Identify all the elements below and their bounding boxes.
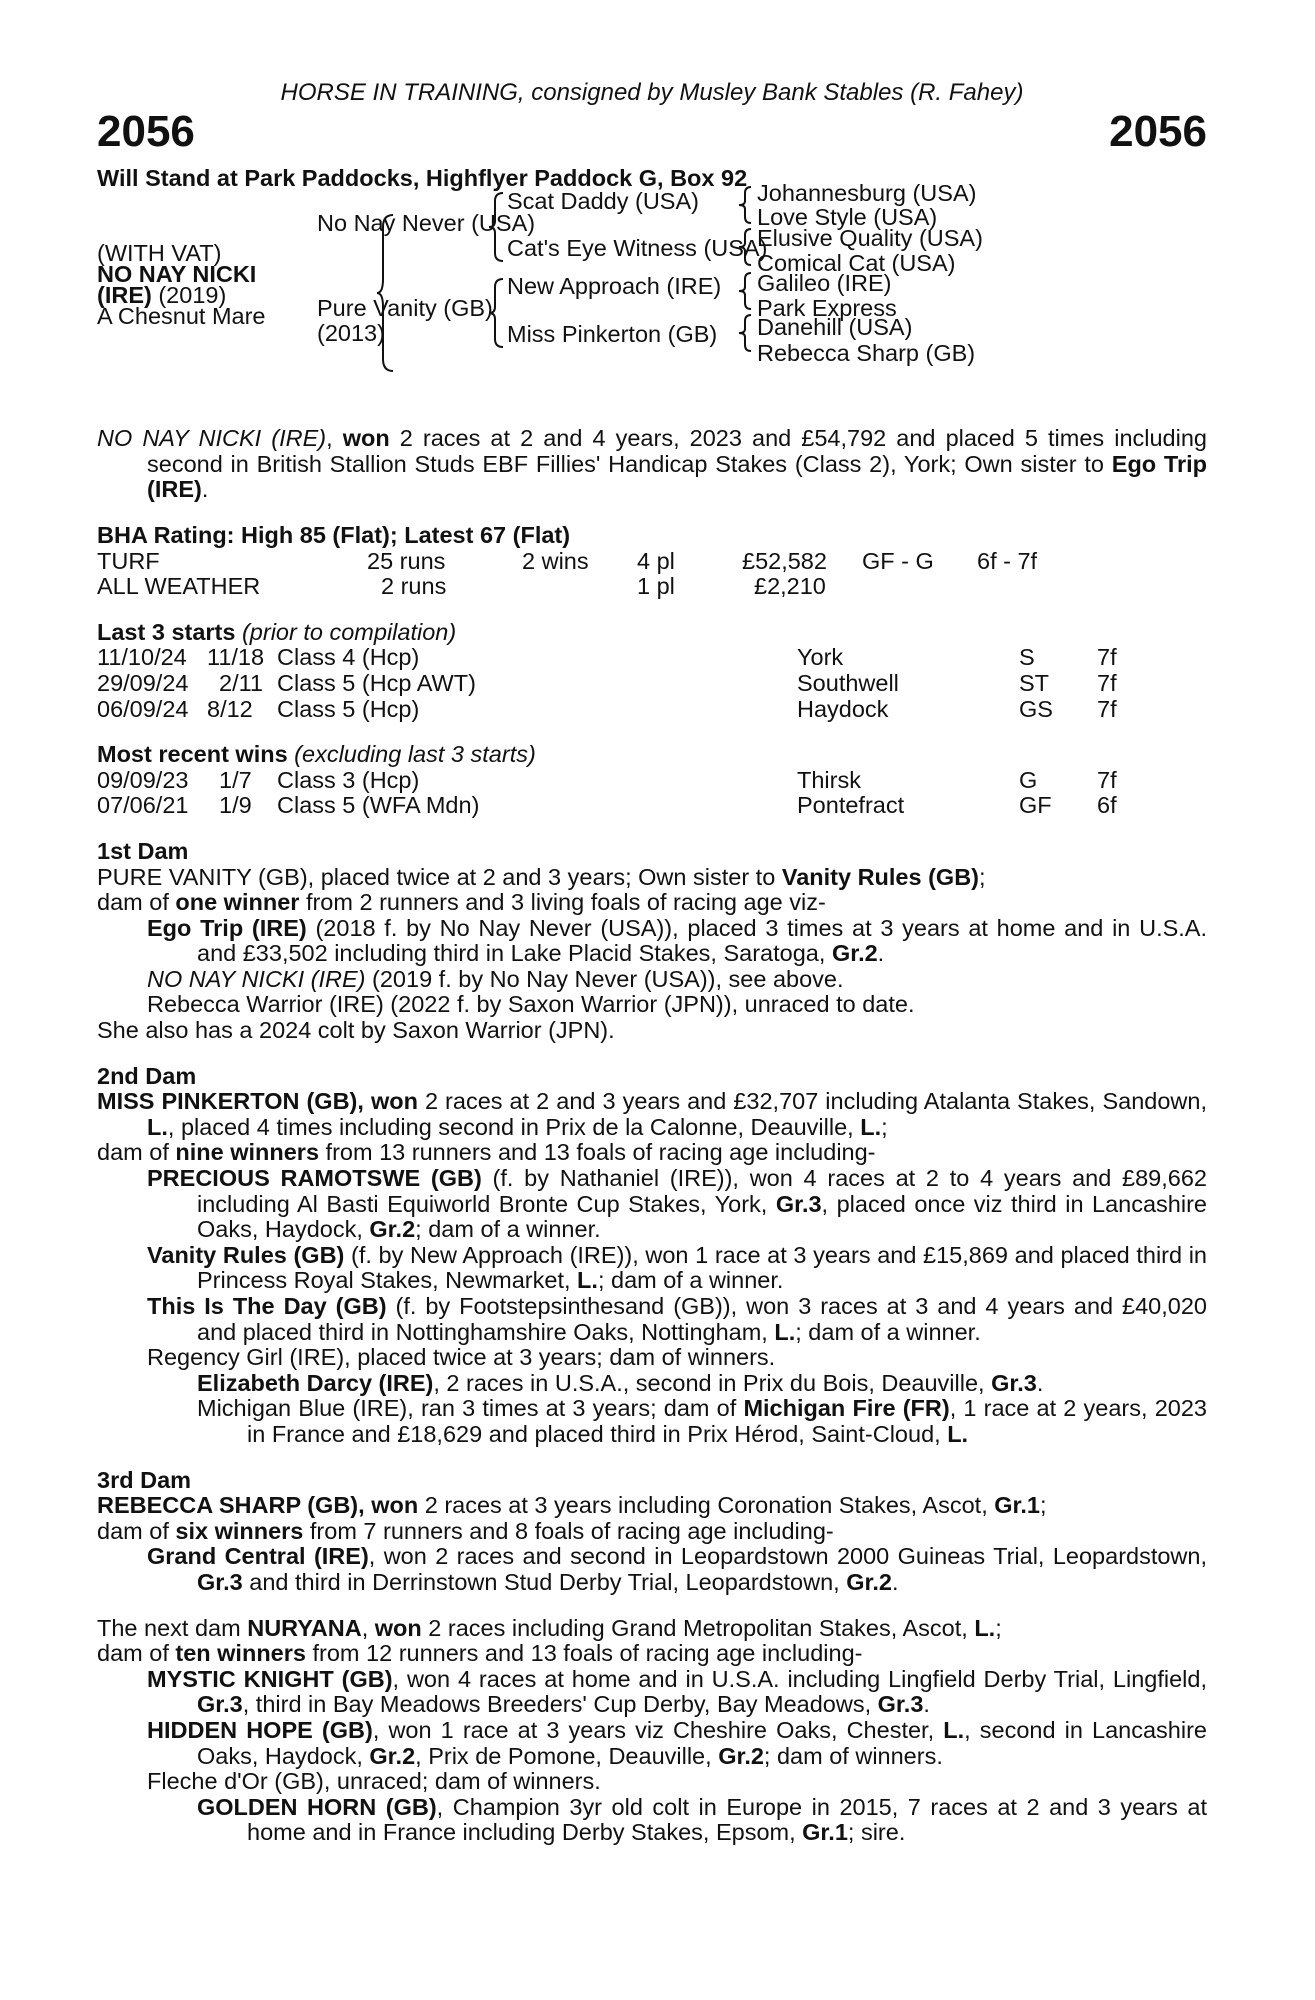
text-span: L. [947,1420,969,1447]
text-span [862,574,977,600]
text-span: from 13 runners and 13 foals of racing age including- [319,1139,876,1166]
text-span: ; [979,863,986,890]
text-span: PURE VANITY (GB), placed twice at 2 and 3 years; Own sister to [97,863,782,890]
dam-name: Pure Vanity (GB) [317,295,493,322]
sdd: Comical Cat (USA) [757,250,956,277]
text-span: L. [577,1267,598,1294]
text-span: GOLDEN HORN (GB) [197,1793,437,1820]
sire-dam: Cat's Eye Witness (USA) [507,235,768,262]
text-span: 7f [1097,766,1117,793]
text-span: Class 5 (Hcp AWT) [277,669,476,696]
second-dam-section [97,1064,1207,1448]
text-span: 09/09/23 [97,766,189,793]
text-span: . [923,1691,930,1718]
text-span: won [371,1492,419,1519]
text-span: Gr.1 [994,1492,1040,1519]
produce-entry [97,1718,1207,1769]
text-span: won [342,425,390,452]
text-span: Class 5 (Hcp) [277,695,420,722]
text-span: , placed 4 times including second in Prix de la Calonne, Deauville, [167,1113,861,1140]
next-dam-section [97,1616,1207,1846]
text-span: Southwell [797,669,899,696]
text-span: 2/11 [219,669,263,696]
text-span: 2 races at 2 and 3 years and £32,707 including Atalanta Stakes, Sandown, [417,1088,1207,1115]
text-span: ten winners [175,1640,306,1667]
text-span: 4 pl [637,547,675,574]
text-span: 2 races including Grand Metropolitan Stakes, Ascot, [421,1614,975,1641]
first-dam-section [97,839,1207,1044]
text-span: ST [1019,669,1050,696]
text-span: nine winners [175,1139,320,1166]
text-span: 8/12 [207,695,253,722]
second-dam-title: 2nd Dam [97,1062,197,1089]
text-span: This Is The Day (GB) [147,1293,387,1319]
text-span: ; [995,1614,1002,1641]
dss: Galileo (IRE) [757,270,892,297]
text-span: NURYANA [247,1614,362,1641]
text-span: ALL WEATHER [97,573,261,600]
text-span: 1/9 [219,792,252,819]
produce-entry: Rebecca Warrior (IRE) (2022 f. by Saxon Warrior (JPN)), unraced to date. [147,991,915,1018]
text-span: Most recent wins [97,741,288,768]
text-span: Michigan Blue (IRE), ran 3 times at 3 years; dam of [197,1395,744,1422]
text-span: MISS PINKERTON (GB), [97,1088,371,1115]
text-span: Gr.1 [802,1819,848,1846]
lot-number-left: 2056 [97,106,195,156]
text-span: won [370,1088,418,1115]
text-span: £52,582 [742,547,827,574]
brace-1 [375,213,397,373]
text-span: 2 wins [522,547,589,574]
first-dam-title: 1st Dam [97,837,189,864]
text-span: 07/06/21 [97,792,189,819]
text-span: dam of [97,1517,176,1544]
text-span: . [201,476,209,503]
text-span: 25 runs [367,547,446,574]
text-span: HIDDEN HOPE (GB) [147,1716,373,1743]
text-span: Gr.3 [775,1190,822,1217]
win-row [97,793,1207,819]
dsd: Park Express [757,295,897,322]
text-span: 6f - 7f [977,547,1038,574]
text-span: Ego Trip (IRE) [147,450,1208,503]
produce-entry [97,1544,1207,1595]
text-span [522,574,637,600]
dam-sire: New Approach (IRE) [507,273,722,300]
text-span: dam of [97,1640,176,1667]
produce-entry [97,1795,1207,1846]
text-span: ; dam of winners. [763,1742,943,1769]
text-span: Class 3 (Hcp) [277,766,420,793]
produce-entry [97,967,1207,993]
brace-6 [737,271,755,311]
dds: Danehill (USA) [757,314,913,341]
text-span: Vanity Rules (GB) [781,863,979,890]
horse-country: (IRE) [97,282,152,309]
ssd: Love Style (USA) [757,204,938,231]
brace-5 [737,227,755,267]
text-span: 11/10/24 [97,644,187,671]
dam-year: (2013) [317,320,385,347]
text-span: L. [860,1113,882,1140]
brace-4 [737,185,755,225]
text-span: from 7 runners and 8 foals of racing age including- [303,1517,834,1544]
text-span: Grand Central (IRE) [147,1543,369,1570]
produce-entry [97,1371,1207,1397]
text-span: dam of [97,889,176,916]
text-span: (f. by Footstepsinthesand (GB)), won 3 races at 3 and 4 years and £40,020 and placed third in Nottinghamshire Oaks, Nottingham, [197,1293,1207,1345]
text-span: from 12 runners and 13 foals of racing age including- [305,1640,863,1667]
text-span: 06/09/24 [97,695,189,722]
text-span: MYSTIC KNIGHT (GB) [147,1665,393,1692]
text-span: 7f [1097,669,1117,696]
text-span: The next dam [97,1614,248,1641]
text-span: Haydock [797,695,889,722]
text-span: L. [147,1113,168,1140]
text-span: L. [943,1716,965,1743]
text-span: ; [1039,1492,1047,1519]
text-span: 7f [1097,644,1117,671]
text-span: York [797,644,844,671]
consignor-line: HORSE IN TRAINING, consigned by Musley Bank Stables (R. Fahey) [280,79,1024,106]
produce-entry: Fleche d'Or (GB), unraced; dam of winners. [147,1768,601,1795]
text-span: from 2 runners and 3 living foals of racing age viz- [299,889,826,916]
win-row [97,768,1207,794]
text-span: six winners [175,1517,304,1544]
text-span: Gr.2 [831,940,878,967]
race-summary: NO NAY NICKI (IRE), won 2 races at 2 and 4 years, 2023 and £54,792 and placed 5 times including second in British Stallion Studs EBF Fillies' Handicap Stakes (Class 2), York; Own sister to Ego Trip (IRE). [97,425,1208,503]
dam-dam: Miss Pinkerton (GB) [507,321,718,348]
text-span: (2019 f. by No Nay Never (USA)), see above. [365,965,844,992]
text-span: Pontefract [797,792,905,819]
brace-2 [487,191,509,263]
start-row [97,697,1207,723]
rating-title: BHA Rating: High 85 (Flat); Latest 67 (Flat) [97,521,571,548]
text-span: NO NAY NICKI (IRE) [147,965,366,992]
text-span: Ego Trip (IRE) [147,914,307,941]
horse-description: A Chesnut Mare [97,303,266,330]
lot-number-right: 2056 [1109,106,1207,156]
text-span: won [374,1614,422,1641]
text-span: Gr.2 [846,1568,892,1595]
text-span: Gr.3 [197,1568,243,1595]
text-span: , third in Bay Meadows Breeders' Cup Derby, Bay Meadows, [242,1691,878,1718]
text-span: TURF [97,547,160,574]
text-span: Elizabeth Darcy (IRE) [197,1369,434,1396]
text-span: (f. by Nathaniel (IRE)), won 4 races at 2 to 4 years and £89,662 including Al Basti Equiworld Bronte Cup Stakes, York, [197,1165,1207,1217]
stand-location: Will Stand at Park Paddocks, Highflyer Paddock G, Box 92 [97,164,748,191]
text-span: G [1019,766,1038,793]
most-recent-wins [97,742,1207,819]
text-span: , placed once viz third in Lancashire Oaks, Haydock, [197,1190,1207,1243]
text-span: ; dam of a winner. [795,1318,981,1345]
horse-identity [97,240,266,330]
sire: No Nay Never (USA) [317,210,536,237]
text-span: 2 races at 2 and 4 years, 2023 and £54,792 and placed 5 times including second in British Stallion Studs EBF Fillies' Handicap Stakes (Class 2), York; Own sister to [147,425,1207,477]
text-span: Gr.3 [991,1369,1037,1396]
first-dam-note: She also has a 2024 colt by Saxon Warrior (JPN). [97,1017,615,1044]
text-span: (prior to compilation) [235,618,457,645]
text-span: ; sire. [847,1819,906,1846]
text-span: , 1 race at 2 years, 2023 in France and £18,629 and placed third in Prix Hérod, Saint-Cloud, [247,1395,1207,1447]
text-span: Class 5 (WFA Mdn) [277,792,480,819]
text-span: , won 4 races at home and in U.S.A. including Lingfield Derby Trial, Lingfield, [392,1665,1207,1692]
text-span: . [877,940,885,967]
text-span: Last 3 starts [97,618,236,645]
text-span: 2 races at 3 years including Coronation Stakes, Ascot, [418,1492,995,1519]
text-span: ; dam of a winner. [415,1216,601,1243]
produce-entry [97,1294,1207,1345]
text-span: 2 runs [381,573,447,600]
text-span: (2018 f. by No Nay Never (USA)), placed 3 times at 3 years at home and in U.S.A. and £33,502 including third in Lake Placid Stakes, Saratoga, [197,914,1207,967]
produce-entry [97,1166,1207,1243]
rating-row [97,574,1207,600]
text-span: (excluding last 3 starts) [287,741,536,768]
text-span: S [1019,644,1035,671]
brace-3 [487,277,509,349]
text-span: . [891,1568,899,1595]
text-span: 6f [1097,792,1117,819]
text-span: Vanity Rules (GB) [147,1241,345,1268]
produce-entry [97,1243,1207,1294]
text-span: REBECCA SHARP (GB), [97,1492,372,1519]
text-span: , 2 races in U.S.A., second in Prix du Bois, Deauville, [433,1369,992,1396]
text-span: ; dam of a winner. [597,1267,784,1294]
ddd: Rebecca Sharp (GB) [757,340,976,367]
start-row [97,671,1207,697]
lot-number-row [97,108,1207,156]
text-span: Gr.3 [877,1691,924,1718]
text-span: NO NAY NICKI (IRE) [97,425,327,452]
text-span: £2,210 [754,573,826,600]
text-span: 7f [1097,695,1117,722]
text-span: Class 4 (Hcp) [277,644,420,671]
text-span: Thirsk [797,766,861,793]
sss: Johannesburg (USA) [757,180,977,207]
text-span [977,574,1207,600]
text-span: 1/7 [219,766,252,793]
text-span: Gr.2 [369,1216,416,1243]
brace-7 [737,313,755,353]
text-span: . [1036,1369,1044,1396]
third-dam-section [97,1468,1207,1596]
text-span: 1 pl [637,573,675,600]
text-span: (f. by New Approach (IRE)), won 1 race at 3 years and £15,869 and placed third in Princess Royal Stakes, Newmarket, [197,1241,1207,1294]
text-span: 29/09/24 [97,669,189,696]
text-span: Gr.2 [718,1742,764,1769]
start-row [97,645,1207,671]
text-span: L. [774,1318,796,1345]
horse-year: (2019) [151,282,227,309]
sds: Elusive Quality (USA) [757,225,983,252]
produce-entry [97,1396,1207,1447]
text-span: , won 2 races and second in Leopardstown 2000 Guineas Trial, Leopardstown, [368,1543,1208,1570]
text-span: GS [1019,695,1053,722]
produce-entry [97,916,1207,967]
text-span: PRECIOUS RAMOTSWE (GB) [147,1165,482,1192]
produce-entry [97,1667,1207,1718]
text-span: , Champion 3yr old colt in Europe in 2015, 7 races at 2 and 3 years at home and in France including Derby Stakes, Epsom, [247,1793,1207,1846]
text-span: GF [1019,792,1052,819]
text-span: L. [974,1614,996,1641]
pedigree-table [97,180,1207,416]
text-span: ; [881,1113,888,1140]
text-span: , second in Lancashire Oaks, Haydock, [197,1716,1207,1769]
bha-rating [97,523,1207,600]
last-three-starts [97,620,1207,722]
sire-sire: Scat Daddy (USA) [507,188,699,215]
horse-name: NO NAY NICKI [97,261,257,288]
vat-note: (WITH VAT) [97,240,222,267]
text-span: GF - G [862,547,934,574]
third-dam-title: 3rd Dam [97,1466,192,1493]
text-span: Gr.3 [197,1691,243,1718]
text-span: one winner [175,889,300,916]
text-span: Michigan Fire (FR) [743,1395,950,1422]
text-span: , won 1 race at 3 years viz Cheshire Oaks, Chester, [372,1716,944,1743]
text-span: , Prix de Pomone, Deauville, [415,1742,719,1769]
text-span: , [361,1614,375,1641]
catalogue-page [97,80,1207,1846]
text-span: dam of [97,1139,176,1166]
text-span: Gr.2 [369,1742,416,1769]
text-span: and third in Derrinstown Stud Derby Trial, Leopardstown, [242,1568,847,1595]
rating-row [97,549,1207,575]
produce-entry: Regency Girl (IRE), placed twice at 3 years; dam of winners. [147,1344,776,1371]
text-span: 11/18 [207,644,265,671]
